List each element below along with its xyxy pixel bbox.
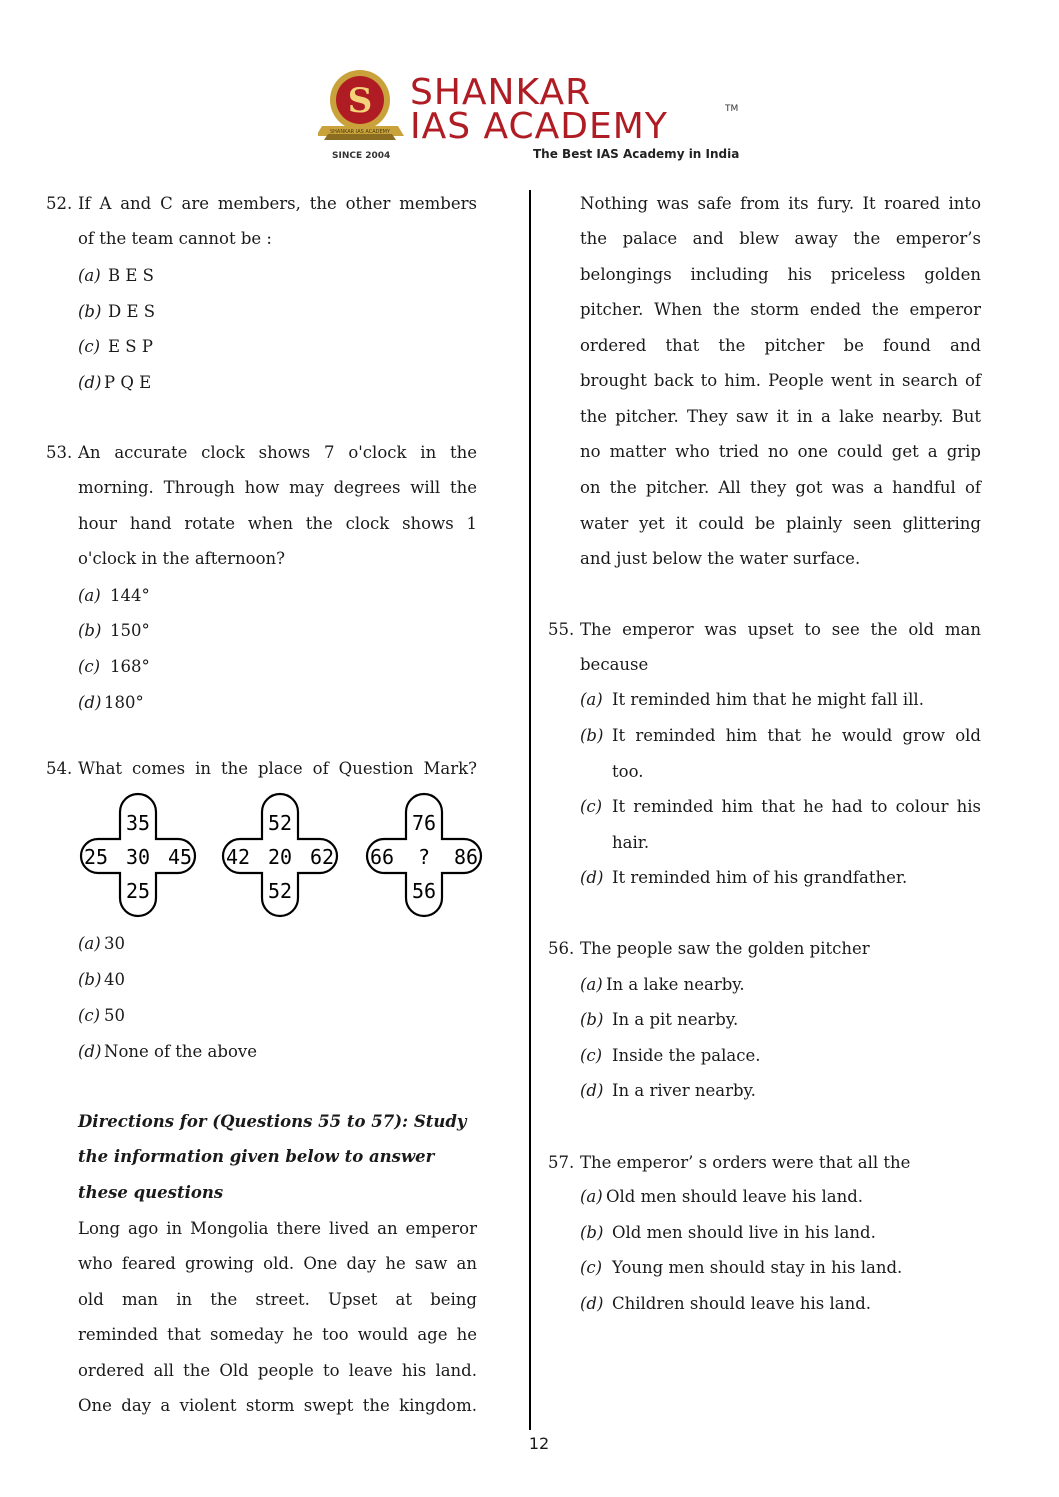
cross-figure-3: [367, 794, 481, 916]
option-text: Inside the palace.: [612, 1046, 761, 1065]
question-text: of the team cannot be :: [78, 229, 272, 248]
option-label: (d): [580, 868, 604, 887]
question-text: The people saw the golden pitcher: [580, 939, 870, 958]
option-text: It reminded him that he had to colour his: [612, 797, 981, 816]
option-text: B E S: [108, 266, 154, 285]
option-label: (b): [78, 302, 102, 321]
option-label: (a): [580, 1187, 603, 1206]
figure-left: 66: [369, 845, 395, 869]
figure-right: 45: [167, 845, 193, 869]
question-number: 56.: [548, 939, 575, 958]
passage-line: reminded that someday he too would age he: [78, 1325, 477, 1344]
passage-line: the palace and blew away the emperor’s: [580, 229, 981, 248]
option-row: [78, 621, 150, 641]
option-label: (b): [580, 1223, 604, 1242]
cross-figure-1: [81, 794, 195, 916]
figure-center: 30: [125, 845, 151, 869]
option-row: [78, 1006, 125, 1026]
column-divider: [529, 190, 531, 1430]
option-text: In a river nearby.: [612, 1081, 756, 1100]
directions-heading: Directions for (Questions 55 to 57): Study: [78, 1112, 467, 1131]
option-text: Children should leave his land.: [612, 1294, 872, 1313]
option-row: [78, 266, 154, 286]
figure-center: 20: [267, 845, 293, 869]
passage-line: Nothing was safe from its fury. It roared into: [580, 194, 981, 213]
option-row: [580, 1010, 738, 1030]
figure-center: ?: [417, 845, 431, 869]
figure-bottom: 52: [267, 879, 293, 903]
option-text: 40: [104, 970, 125, 989]
question-number: 54.: [46, 759, 73, 778]
option-text: 150°: [110, 621, 150, 640]
question-number: 55.: [548, 620, 575, 639]
directions-heading: these questions: [78, 1183, 224, 1202]
page-number: 12: [528, 1434, 550, 1453]
option-label: (c): [78, 657, 101, 676]
option-label: (b): [78, 970, 102, 989]
option-text: 180°: [104, 693, 144, 712]
cross-figure-2: [223, 794, 337, 916]
option-label: (b): [580, 726, 604, 745]
passage-line: water yet it could be plainly seen glittering: [580, 514, 981, 533]
option-row: [580, 1294, 871, 1314]
passage-line: One day a violent storm swept the kingdom.: [78, 1396, 477, 1415]
option-row: [78, 337, 153, 357]
option-text: None of the above: [104, 1042, 257, 1061]
question-text: If A and C are members, the other members: [78, 194, 477, 213]
question-number: 52.: [46, 194, 73, 213]
header-logo-block: [318, 64, 748, 166]
figure-top: 76: [411, 811, 437, 835]
passage-line: ordered all the Old people to leave his land.: [78, 1361, 477, 1380]
passage-line: Long ago in Mongolia there lived an emperor: [78, 1219, 477, 1238]
option-label: (a): [580, 975, 603, 994]
passage-line: pitcher. When the storm ended the emperor: [580, 300, 981, 319]
option-row: [580, 1081, 756, 1101]
option-text: It reminded him that he might fall ill.: [612, 690, 924, 709]
option-label: (c): [580, 1046, 603, 1065]
option-text: hair.: [612, 833, 650, 852]
passage-line: brought back to him. People went in search of: [580, 371, 981, 390]
passage-line: no matter who tried no one could get a grip: [580, 442, 981, 461]
option-label: (a): [580, 690, 603, 709]
figure-right: 62: [309, 845, 335, 869]
option-row: [580, 975, 745, 995]
option-label: (c): [580, 797, 603, 816]
option-text: In a lake nearby.: [606, 975, 745, 994]
figure-bottom: 25: [125, 879, 151, 903]
option-label: (a): [78, 586, 101, 605]
option-text: D E S: [108, 302, 156, 321]
tagline: The Best IAS Academy in India: [533, 147, 740, 161]
option-row: [78, 693, 144, 713]
passage-line: ordered that the pitcher be found and: [580, 336, 981, 355]
svg-text:S: S: [347, 81, 373, 121]
option-row: [78, 970, 125, 990]
option-label: (d): [78, 693, 102, 712]
passage-line: old man in the street. Upset at being: [78, 1290, 477, 1309]
figure-left: 25: [83, 845, 109, 869]
option-label: (c): [78, 337, 101, 356]
option-text: 30: [104, 934, 125, 953]
option-row: [580, 868, 907, 888]
option-text: It reminded him of his grandfather.: [612, 868, 908, 887]
option-row: [580, 1187, 863, 1207]
option-row: [580, 1046, 761, 1066]
option-label: (d): [78, 1042, 102, 1061]
option-row: [78, 586, 150, 606]
directions-heading: the information given below to answer: [78, 1147, 435, 1166]
option-row: [78, 934, 125, 954]
option-text: 144°: [110, 586, 150, 605]
question-text: What comes in the place of Question Mark?: [78, 759, 477, 778]
option-label: (a): [78, 934, 101, 953]
question-number: 53.: [46, 443, 73, 462]
option-text: E S P: [108, 337, 153, 356]
option-text: It reminded him that he would grow old: [612, 726, 981, 745]
figure-left: 42: [225, 845, 251, 869]
since-label: SINCE 2004: [332, 151, 391, 161]
cross-figures: [72, 792, 492, 922]
option-label: (d): [78, 373, 102, 392]
question-text: morning. Through how may degrees will the: [78, 478, 477, 497]
option-label: (b): [78, 621, 102, 640]
option-row: [78, 373, 151, 393]
passage-line: on the pitcher. All they got was a handful of: [580, 478, 981, 497]
passage-line: the pitcher. They saw it in a lake nearby. But: [580, 407, 981, 426]
option-label: (c): [78, 1006, 101, 1025]
option-row: [580, 690, 924, 710]
option-text: too.: [612, 762, 644, 781]
brand-name-line2: IAS ACADEMY: [410, 106, 668, 147]
option-label: (d): [580, 1294, 604, 1313]
option-label: (a): [78, 266, 101, 285]
question-text: hour hand rotate when the clock shows 1: [78, 514, 477, 533]
passage-line: belongings including his priceless golden: [580, 265, 981, 284]
question-text: The emperor was upset to see the old man: [580, 620, 981, 639]
svg-text:SHANKAR IAS ACADEMY: SHANKAR IAS ACADEMY: [329, 129, 391, 135]
trademark-mark: TM: [725, 104, 739, 114]
option-text: P Q E: [104, 373, 152, 392]
figure-top: 35: [125, 811, 151, 835]
option-row: [580, 1223, 876, 1243]
passage-line: who feared growing old. One day he saw an: [78, 1254, 477, 1273]
option-text: Old men should live in his land.: [612, 1223, 876, 1242]
academy-emblem: [318, 64, 413, 164]
option-row: [78, 1042, 257, 1062]
option-text: 50: [104, 1006, 125, 1025]
option-label: (c): [580, 1258, 603, 1277]
option-label: (b): [580, 1010, 604, 1029]
figure-right: 86: [453, 845, 479, 869]
option-label: (d): [580, 1081, 604, 1100]
option-row: [580, 1258, 902, 1278]
question-number: 57.: [548, 1153, 575, 1172]
brand-name-line1: SHANKAR: [410, 72, 592, 113]
question-text: The emperor’ s orders were that all the: [580, 1153, 911, 1172]
option-text: Young men should stay in his land.: [612, 1258, 903, 1277]
question-text: because: [580, 655, 649, 674]
question-text: o'clock in the afternoon?: [78, 549, 286, 568]
option-row: [78, 657, 150, 677]
option-row: [78, 302, 155, 322]
option-text: In a pit nearby.: [612, 1010, 739, 1029]
figure-top: 52: [267, 811, 293, 835]
question-text: An accurate clock shows 7 o'clock in the: [78, 443, 477, 462]
figure-bottom: 56: [411, 879, 437, 903]
passage-line: and just below the water surface.: [580, 549, 861, 568]
option-text: Old men should leave his land.: [606, 1187, 864, 1206]
option-text: 168°: [110, 657, 150, 676]
